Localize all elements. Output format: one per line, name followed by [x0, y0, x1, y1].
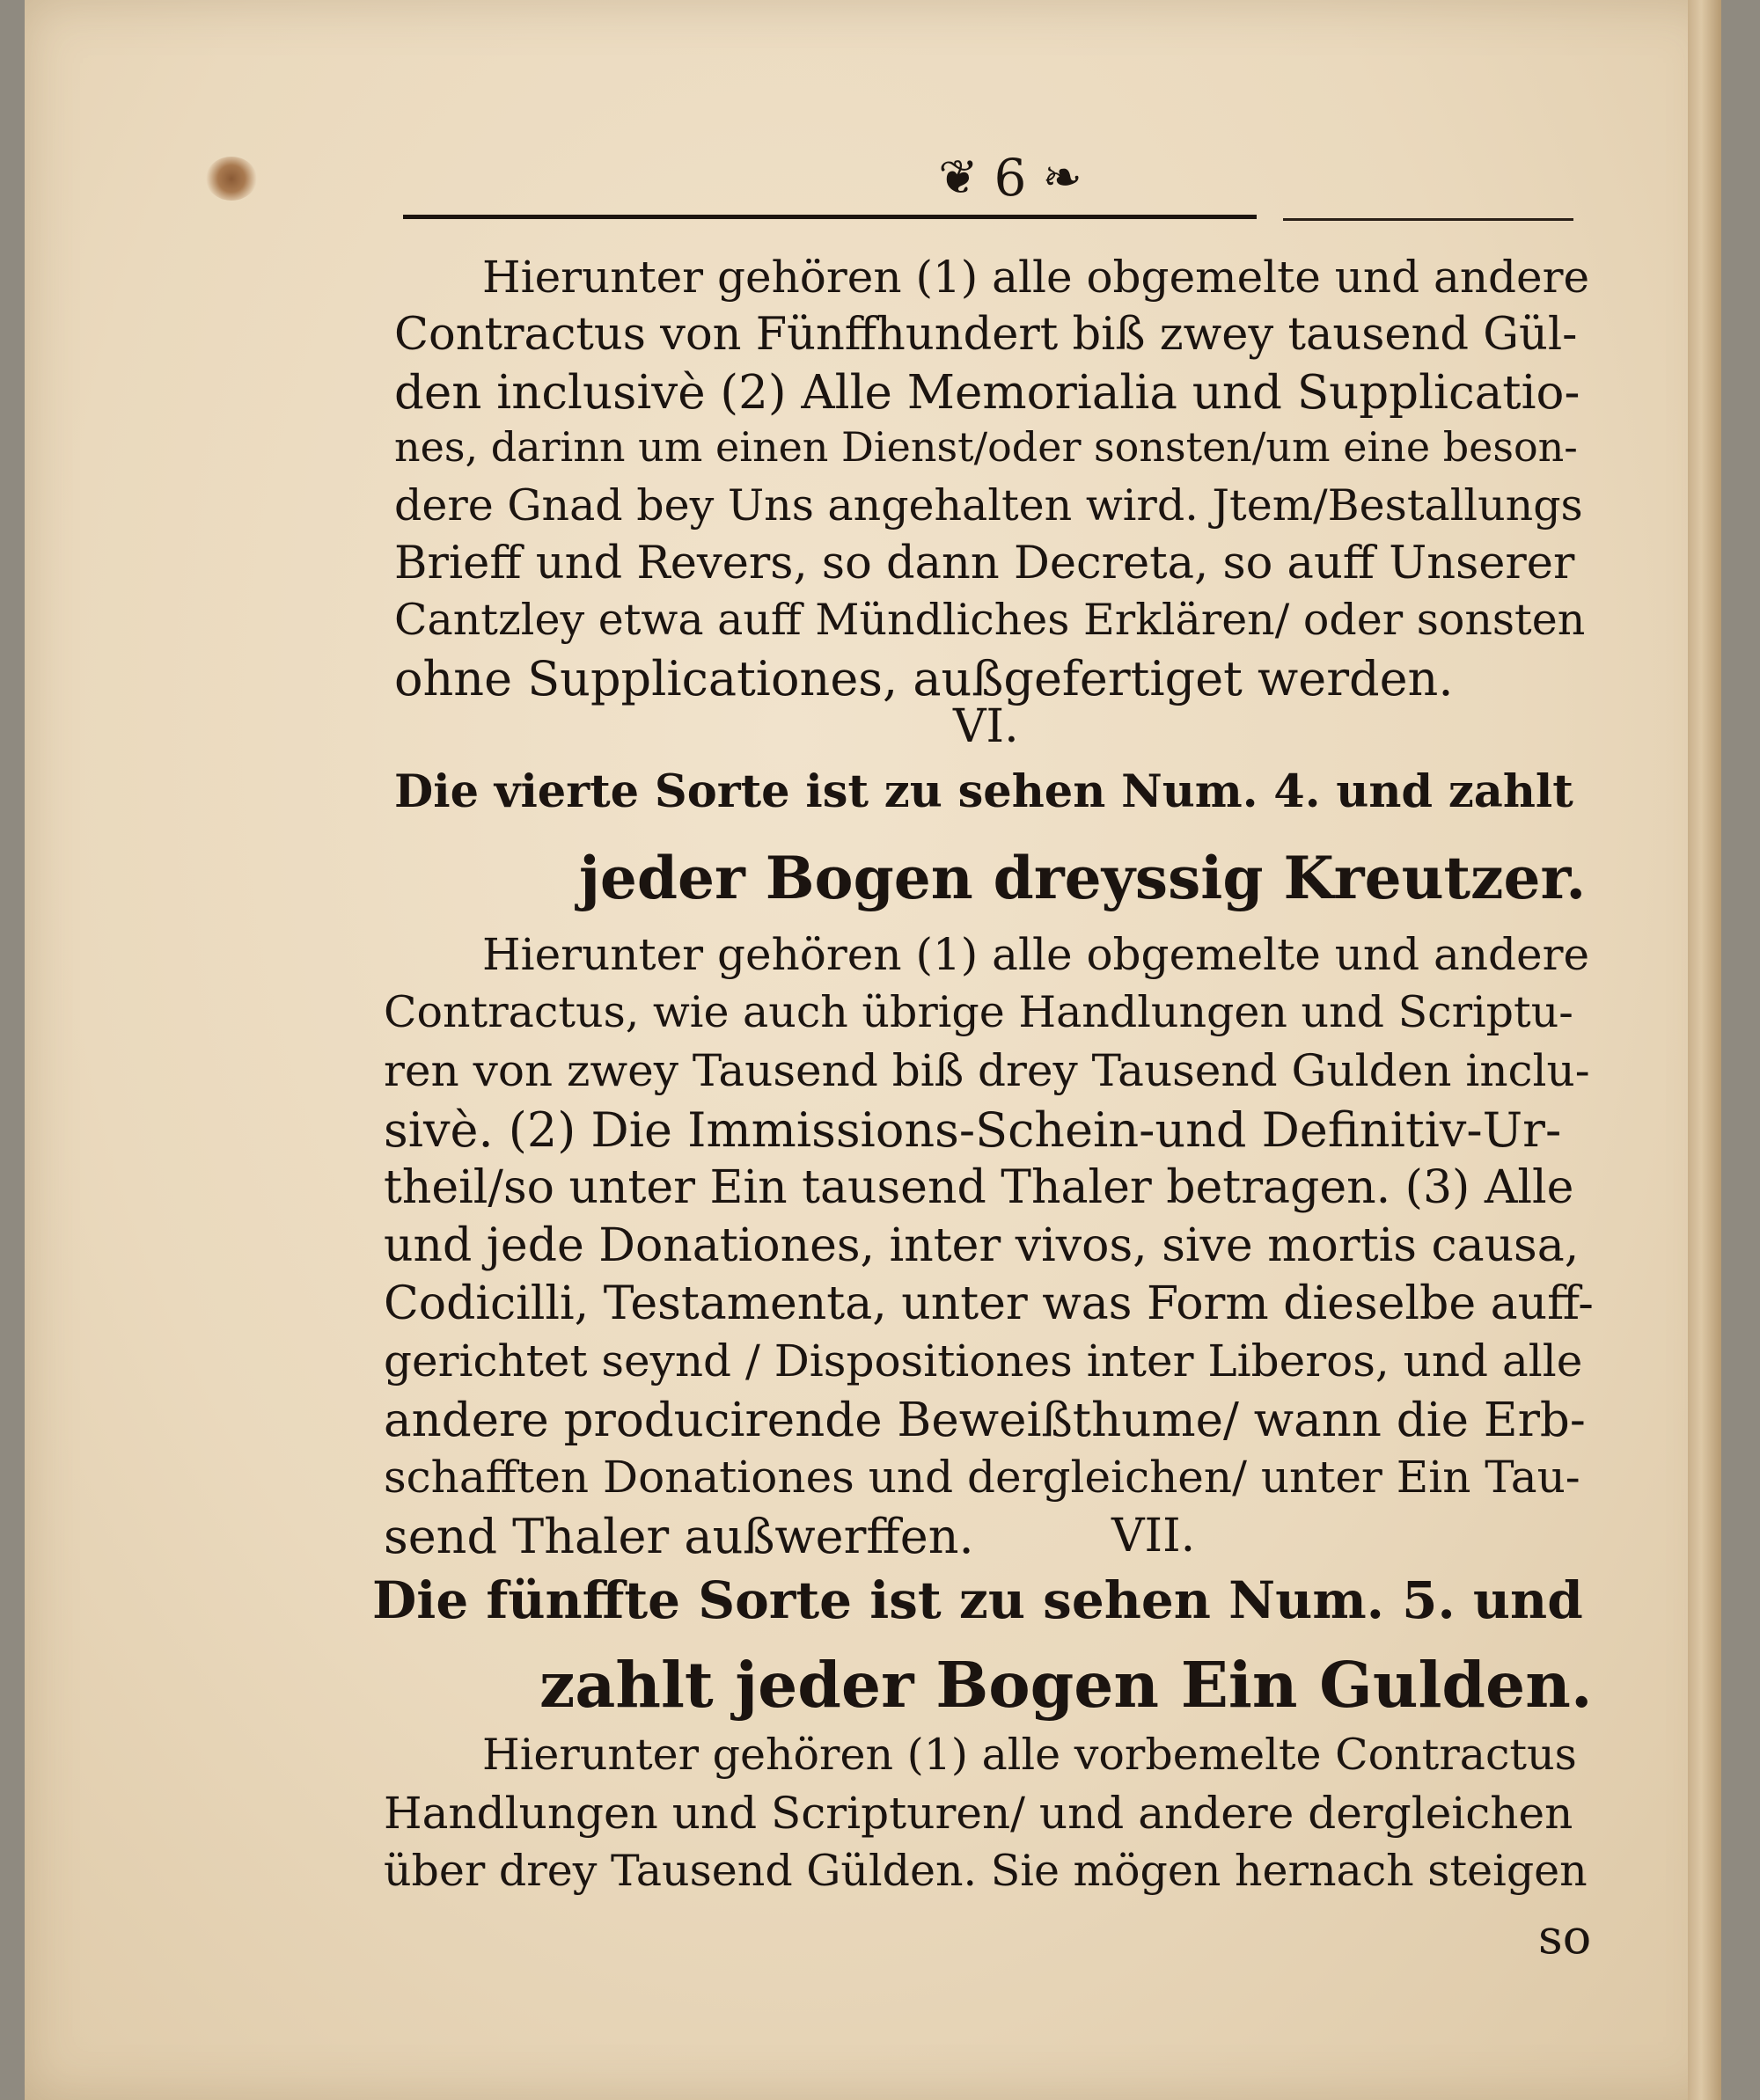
section-heading: jeder Bogen dreyssig Kreutzer.: [579, 844, 1587, 912]
section-heading: Die fünffte Sorte ist zu sehen Num. 5. und: [372, 1570, 1583, 1630]
text-line: ohne Supplicationes, außgefertiget werden.: [394, 651, 1454, 706]
page-gutter: [1688, 0, 1721, 2100]
text-line: über drey Tausend Gülden. Sie mögen hernach steigen: [384, 1846, 1588, 1896]
section-heading: zahlt jeder Bogen Ein Gulden.: [539, 1648, 1593, 1722]
header-rule-right: [1283, 218, 1573, 221]
text-line: Hierunter gehören (1) alle obgemelte und andere: [482, 252, 1590, 303]
text-line: Codicilli, Testamenta, unter was Form dieselbe auff-: [384, 1277, 1594, 1330]
text-line: Contractus, wie auch übrige Handlungen und Scriptu-: [384, 987, 1573, 1037]
text-line: Handlungen und Scripturen/ und andere dergleichen: [384, 1788, 1573, 1839]
page-number: 6: [994, 148, 1027, 208]
section-number: VI.: [953, 700, 1019, 753]
ornament-left-icon: ❦: [938, 150, 979, 205]
text-line: send Thaler außwerffen.: [384, 1509, 974, 1564]
section-heading: Die vierte Sorte ist zu sehen Num. 4. und zahlt: [394, 765, 1573, 818]
text-line: andere producirende Beweißthume/ wann die Erb-: [384, 1394, 1586, 1447]
text-line: den inclusivè (2) Alle Memorialia und Supplicatio-: [394, 366, 1580, 420]
text-line: gerichtet seynd / Dispositiones inter Liberos, und alle: [384, 1335, 1583, 1387]
text-line: Contractus von Fünffhundert biß zwey tausend Gül-: [394, 309, 1578, 361]
header-rule: [403, 215, 1257, 219]
text-line: theil/so unter Ein tausend Thaler betragen. (3) Alle: [384, 1161, 1574, 1214]
text-line: und jede Donationes, inter vivos, sive mortis causa,: [384, 1219, 1580, 1272]
text-line: Hierunter gehören (1) alle obgemelte und andere: [482, 929, 1590, 980]
catchword: so: [1538, 1909, 1592, 1965]
text-line: dere Gnad bey Uns angehalten wird. Jtem/Bestallungs: [394, 480, 1583, 530]
text-line: ren von zwey Tausend biß drey Tausend Gulden inclu-: [384, 1045, 1590, 1096]
section-number: VII.: [1111, 1510, 1196, 1562]
book-page: [25, 0, 1721, 2100]
paper-stain: [206, 157, 257, 201]
ornament-right-icon: ❧: [1042, 150, 1082, 205]
text-line: Cantzley etwa auff Mündliches Erklären/ oder sonsten: [394, 595, 1586, 645]
text-line: sivè. (2) Die Immissions-Schein-und Definitiv-Ur-: [384, 1102, 1562, 1158]
text-line: nes, darinn um einen Dienst/oder sonsten/um eine beson-: [394, 423, 1578, 471]
text-line: Hierunter gehören (1) alle vorbemelte Contractus: [482, 1730, 1577, 1780]
text-line: Brieff und Revers, so dann Decreta, so auff Unserer: [394, 538, 1575, 589]
text-line: schafften Donationes und dergleichen/ unter Ein Tau-: [384, 1452, 1580, 1503]
page-header: [843, 143, 1177, 213]
